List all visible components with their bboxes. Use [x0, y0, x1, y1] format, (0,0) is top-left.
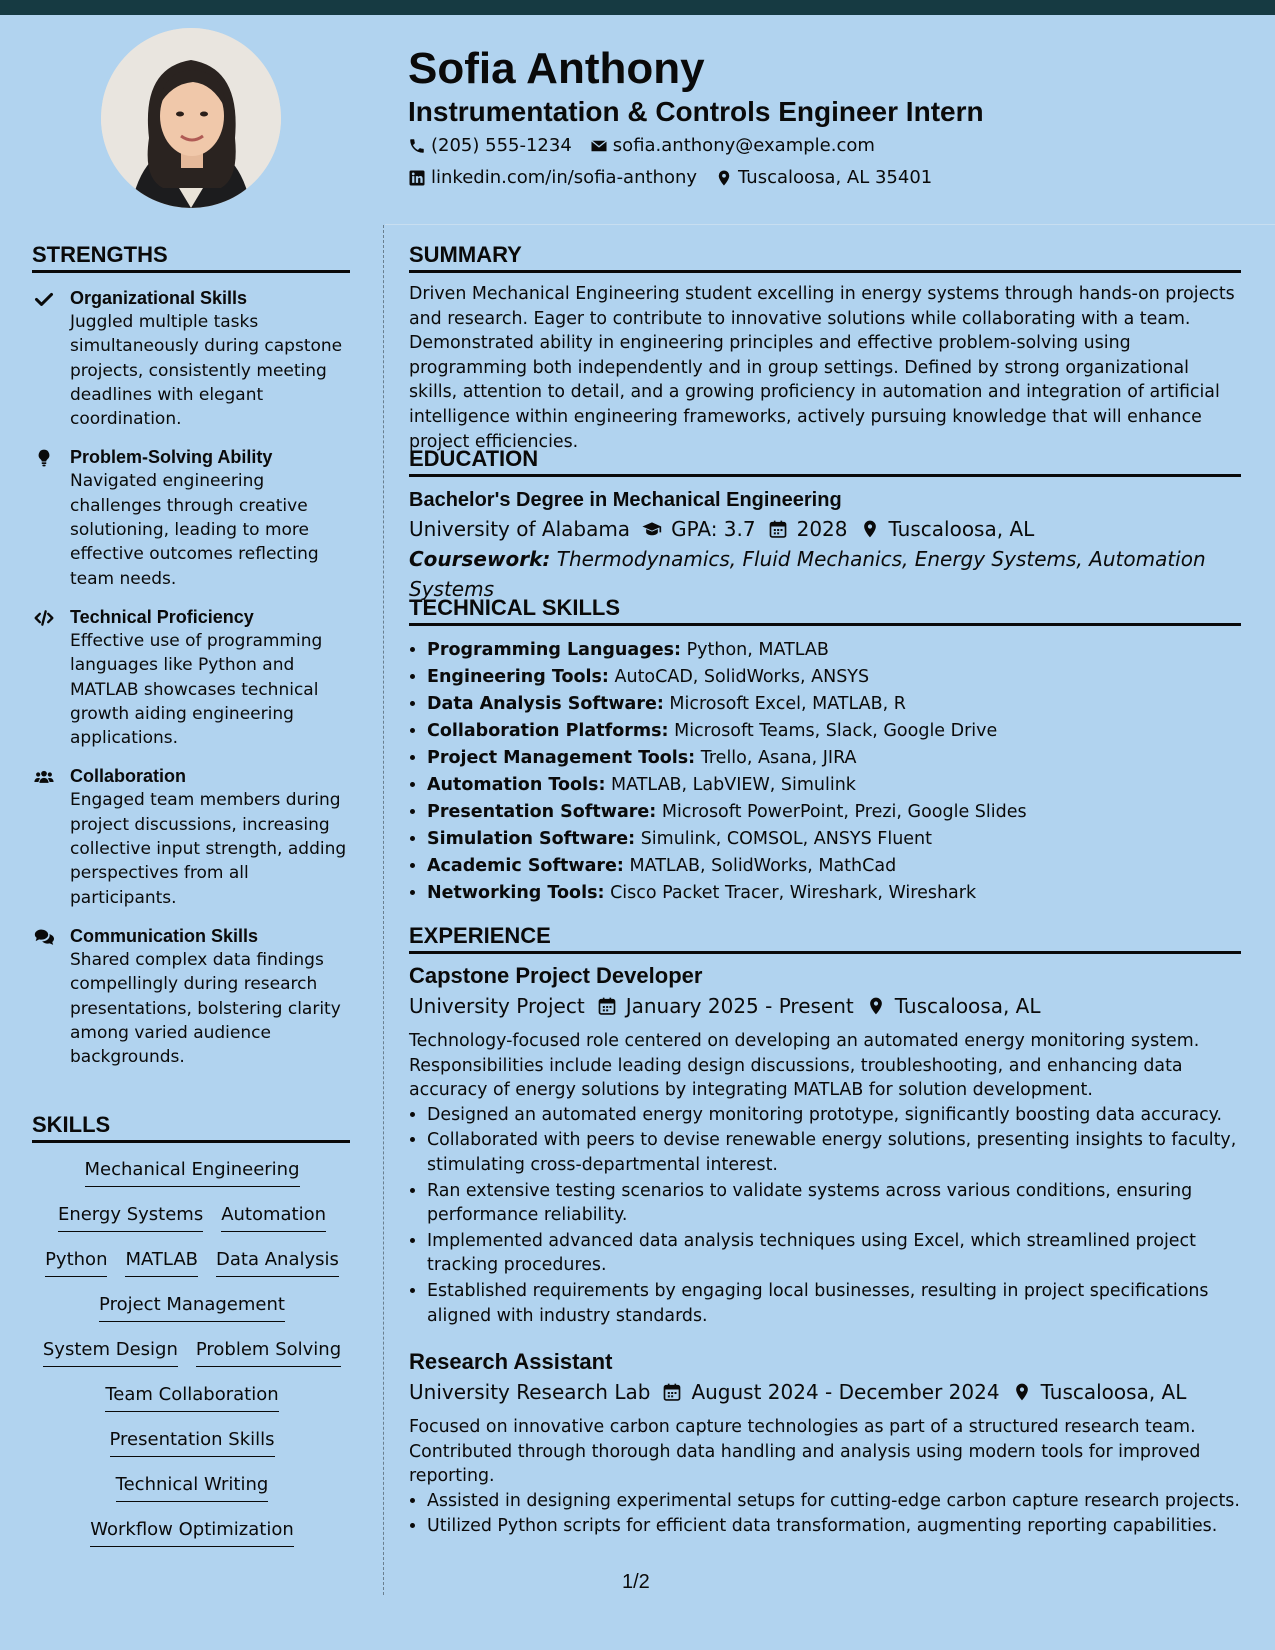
- strength-name: Collaboration: [70, 766, 186, 787]
- list-item: [427, 880, 1259, 907]
- skill-chip: Energy Systems: [58, 1203, 203, 1232]
- education-entry: [409, 486, 1241, 604]
- strength-name: Organizational Skills: [70, 288, 248, 308]
- list-item: • Established requirements by engaging local businesses, resulting in project specifications aligned with industry standards.: [427, 1279, 1241, 1328]
- phone-text: (205) 555-1234: [431, 135, 572, 156]
- tech-skill-label: Networking Tools:: [427, 883, 605, 903]
- job-description: Technology-focused role centered on developing an automated energy monitoring system. Responsibilities include leading design discussions, troubleshooting, and enhancing data accuracy of energy solutions by integrating MATLAB for solution development.: [409, 1031, 1200, 1101]
- portrait-image: [101, 28, 281, 208]
- location-text: Tuscaloosa, AL 35401: [738, 167, 933, 188]
- contact-row-1: [408, 134, 893, 158]
- gpa: GPA: 3.7: [671, 517, 756, 541]
- header-rule: [385, 224, 1275, 225]
- skill-chip: Automation: [221, 1203, 326, 1232]
- calendar-icon: [662, 1382, 682, 1402]
- skill-chip: Mechanical Engineering: [85, 1158, 300, 1187]
- tech-skill-value: Python, MATLAB: [686, 640, 829, 660]
- job-meta: [409, 991, 1241, 1021]
- skill-chip: Problem Solving: [196, 1338, 341, 1367]
- contact-phone[interactable]: [408, 134, 572, 158]
- profile-photo: [101, 28, 281, 208]
- strength-desc: Navigated engineering challenges through creative solutioning, leading to more effective outcomes reflecting team needs.: [70, 471, 319, 589]
- list-item: • Ran extensive testing scenarios to validate systems across various conditions, ensuring performance reliability.: [427, 1179, 1241, 1228]
- skill-chip: Data Analysis: [216, 1248, 339, 1277]
- skill-chip: Workflow Optimization: [90, 1518, 294, 1547]
- strengths-list: [32, 286, 352, 1083]
- email-text: sofia.anthony@example.com: [612, 135, 875, 156]
- list-item: [427, 664, 1259, 691]
- strengths-heading: STRENGTHS: [32, 240, 350, 273]
- map-pin-icon: [715, 169, 733, 187]
- tech-skill-value: AutoCAD, SolidWorks, ANSYS: [614, 667, 870, 687]
- tech-skill-value: Microsoft Excel, MATLAB, R: [669, 694, 906, 714]
- experience-entry: [409, 1347, 1241, 1540]
- linkedin-text: linkedin.com/in/sofia-anthony: [431, 167, 698, 188]
- list-item: [427, 718, 1259, 745]
- skill-chip: Python: [45, 1248, 107, 1277]
- column-divider: [383, 225, 384, 1595]
- tech-skill-value: Cisco Packet Tracer, Wireshark, Wireshark: [610, 883, 977, 903]
- job-dates: August 2024 - December 2024: [691, 1380, 1000, 1404]
- lightbulb-icon: [34, 448, 54, 468]
- experience-entry: [409, 961, 1241, 1329]
- list-item: • Implemented advanced data analysis techniques using Excel, which streamlined project tracking procedures.: [427, 1229, 1241, 1278]
- strength-name: Communication Skills: [70, 925, 259, 946]
- tech-skill-label: Simulation Software:: [427, 829, 636, 849]
- job-title: Research Assistant: [409, 1349, 613, 1374]
- list-item: [427, 772, 1259, 799]
- contact-row-2: [408, 166, 950, 190]
- list-item: • Designed an automated energy monitoring prototype, significantly boosting data accuracy.: [427, 1103, 1241, 1128]
- tech-skill-label: Project Management Tools:: [427, 748, 696, 768]
- experience-heading: EXPERIENCE: [409, 921, 1241, 954]
- calendar-icon: [597, 996, 617, 1016]
- tech-skill-label: Academic Software:: [427, 856, 624, 876]
- candidate-name: Sofia Anthony: [408, 44, 705, 93]
- summary-text: Driven Mechanical Engineering student excelling in energy systems through hands-on projects and research. Eager to contribute to innovative solutions while collaborating with a team. Demonstrated ability in engineering principles and effective problem-solving using programming both independently and in group settings. Defined by strong organizational skills, attention to detail, and a growing proficiency in automation and integration of artificial intelligence within engineering frameworks, actively pursuing knowledge that will enhance project efficiencies.: [409, 284, 1235, 452]
- list-item: [427, 691, 1259, 718]
- list-item: • Assisted in designing experimental setups for cutting-edge carbon capture research projects.: [427, 1489, 1241, 1514]
- list-item: [427, 637, 1259, 664]
- tech-skill-label: Collaboration Platforms:: [427, 721, 669, 741]
- skills-heading: SKILLS: [32, 1110, 350, 1143]
- coursework-label: Coursework:: [409, 547, 551, 571]
- top-bar: [0, 0, 1275, 15]
- strength-item: [32, 764, 352, 909]
- skill-chip: System Design: [43, 1338, 178, 1367]
- school-location: Tuscaloosa, AL: [888, 517, 1035, 541]
- code-icon: [34, 608, 54, 628]
- contact-location: [715, 166, 932, 190]
- job-location: Tuscaloosa, AL: [894, 994, 1041, 1018]
- users-icon: [34, 767, 54, 787]
- education-heading: EDUCATION: [409, 444, 1241, 477]
- skill-chip: Presentation Skills: [110, 1428, 275, 1457]
- job-bullets: [409, 1103, 1241, 1328]
- list-item: • Utilized Python scripts for efficient data transformation, augmenting reporting capabilities.: [427, 1514, 1241, 1539]
- technical-skills-list: [409, 637, 1259, 907]
- tech-skill-value: Microsoft PowerPoint, Prezi, Google Slides: [661, 802, 1027, 822]
- school-name: University of Alabama: [409, 517, 631, 541]
- map-pin-icon: [866, 996, 886, 1016]
- skill-chip: Team Collaboration: [105, 1383, 278, 1412]
- job-title: Capstone Project Developer: [409, 963, 703, 988]
- job-description: Focused on innovative carbon capture technologies as part of a structured research team. Contributed through thorough data handling and analysis using modern tools for improved reporting.: [409, 1417, 1201, 1487]
- strength-name: Problem-Solving Ability: [70, 447, 273, 468]
- tech-skill-value: MATLAB, SolidWorks, MathCad: [629, 856, 897, 876]
- strength-name: Technical Proficiency: [70, 606, 254, 627]
- skills-chips: [32, 1158, 352, 1563]
- graduation-year: 2028: [796, 517, 848, 541]
- contact-email[interactable]: [590, 134, 875, 158]
- tech-skill-label: Programming Languages:: [427, 640, 682, 660]
- graduation-cap-icon: [642, 519, 662, 539]
- strength-desc: Engaged team members during project discussions, increasing collective input strength, adding perspectives from all participants.: [70, 790, 347, 908]
- degree-title: Bachelor's Degree in Mechanical Engineering: [409, 489, 842, 511]
- strength-desc: Juggled multiple tasks simultaneously during capstone projects, consistently meeting deadlines with elegant coordination.: [70, 312, 343, 430]
- tech-skill-label: Automation Tools:: [427, 775, 606, 795]
- list-item: [427, 853, 1259, 880]
- strength-item: [32, 924, 352, 1069]
- skill-chip: MATLAB: [125, 1248, 198, 1277]
- tech-skill-label: Data Analysis Software:: [427, 694, 664, 714]
- page-number: 1/2: [622, 1571, 650, 1593]
- strength-item: [32, 605, 352, 750]
- linkedin-icon: [408, 169, 426, 187]
- tech-skill-label: Presentation Software:: [427, 802, 657, 822]
- job-dates: January 2025 - Present: [625, 994, 854, 1018]
- strength-item: [32, 286, 352, 431]
- tech-skill-label: Engineering Tools:: [427, 667, 609, 687]
- technical-skills-heading: TECHNICAL SKILLS: [409, 593, 1241, 626]
- summary-heading: SUMMARY: [409, 240, 1241, 273]
- candidate-title: Instrumentation & Controls Engineer Intern: [408, 96, 984, 127]
- list-item: [427, 799, 1259, 826]
- map-pin-icon: [1012, 1382, 1032, 1402]
- map-pin-icon: [860, 519, 880, 539]
- strength-desc: Effective use of programming languages like Python and MATLAB showcases technical growth aiding engineering applications.: [70, 630, 323, 749]
- envelope-icon: [590, 137, 608, 155]
- coursework-list: Thermodynamics, Fluid Mechanics, Energy Systems, Automation Systems: [409, 547, 1206, 601]
- skill-chip: Technical Writing: [116, 1473, 269, 1502]
- skill-chip: Project Management: [99, 1293, 285, 1322]
- list-item: [427, 745, 1259, 772]
- comments-icon: [34, 927, 54, 947]
- check-icon: [34, 289, 54, 309]
- phone-icon: [408, 137, 426, 155]
- job-meta: [409, 1377, 1241, 1407]
- list-item: [427, 826, 1259, 853]
- tech-skill-value: MATLAB, LabVIEW, Simulink: [611, 775, 856, 795]
- tech-skill-value: Microsoft Teams, Slack, Google Drive: [674, 721, 998, 741]
- strength-desc: Shared complex data findings compellingly during research presentations, bolstering clarity among varied audience backgrounds.: [70, 949, 341, 1068]
- contact-linkedin[interactable]: [408, 166, 697, 190]
- education-meta: [409, 514, 1241, 544]
- job-org: University Research Lab: [409, 1380, 651, 1404]
- strength-item: [32, 445, 352, 590]
- tech-skill-value: Simulink, COMSOL, ANSYS Fluent: [640, 829, 933, 849]
- job-bullets: [409, 1489, 1241, 1539]
- tech-skill-value: Trello, Asana, JIRA: [700, 748, 857, 768]
- job-location: Tuscaloosa, AL: [1040, 1380, 1187, 1404]
- calendar-icon: [768, 519, 788, 539]
- job-org: University Project: [409, 994, 585, 1018]
- list-item: • Collaborated with peers to devise renewable energy solutions, presenting insights to faculty, stimulating cross-departmental interest.: [427, 1128, 1241, 1177]
